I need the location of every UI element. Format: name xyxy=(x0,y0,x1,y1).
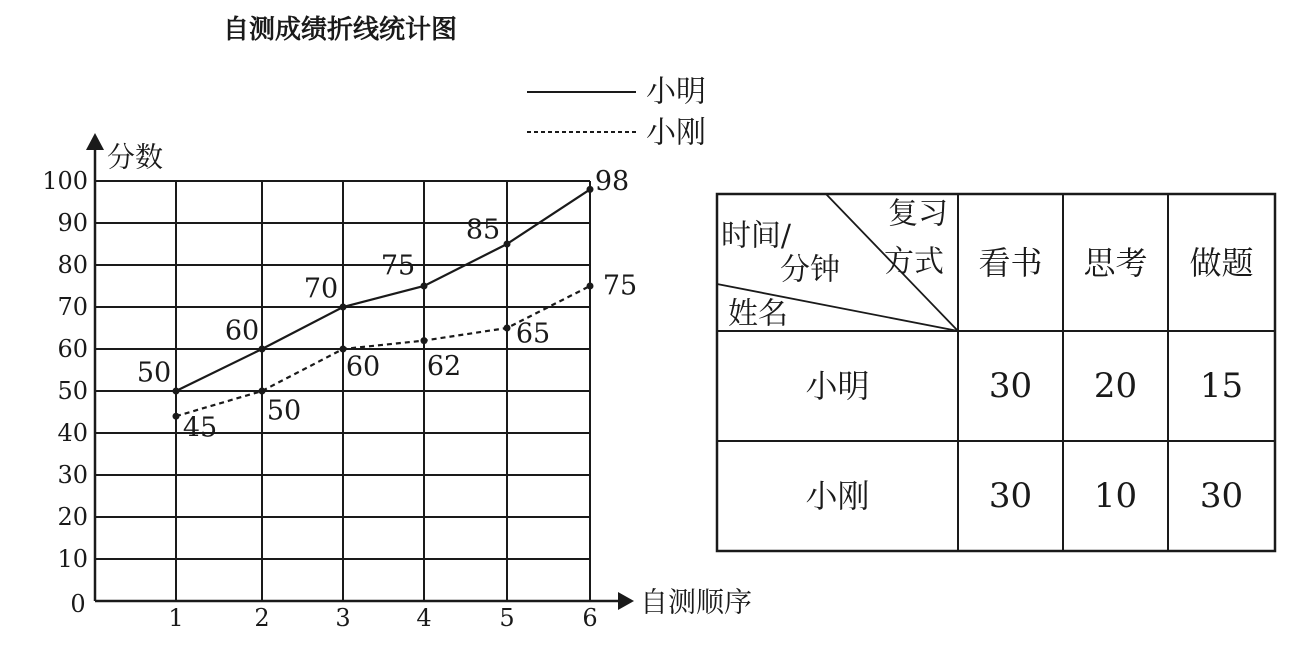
data-label-xiaogang-2: 50 xyxy=(266,395,302,427)
y-tick-label-40: 40 xyxy=(57,419,88,447)
header-shijian: 时间/ xyxy=(720,218,792,254)
data-point-xiaoming-6 xyxy=(587,186,594,193)
table-cell-1-3: 15 xyxy=(1199,366,1244,406)
x-tick-label-3: 3 xyxy=(335,604,351,632)
header-fangshi: 方式 xyxy=(884,244,944,280)
x-tick-label-6: 6 xyxy=(582,604,598,632)
y-tick-label-20: 20 xyxy=(57,503,88,531)
chart-title: 自测成绩折线统计图 xyxy=(222,15,458,45)
y-axis-label: 分数 xyxy=(107,140,164,174)
legend-label-xiaogang: 小刚 xyxy=(646,115,706,151)
data-point-xiaogang-6 xyxy=(587,283,594,290)
header-fuxi: 复习 xyxy=(888,196,948,232)
origin-label: 0 xyxy=(70,590,86,618)
y-tick-label-100: 100 xyxy=(42,167,88,195)
data-label-xiaoming-5: 85 xyxy=(465,214,501,246)
data-point-xiaoming-5 xyxy=(504,241,511,248)
y-tick-label-10: 10 xyxy=(57,545,88,573)
table-col-header-2: 思考 xyxy=(1083,244,1148,282)
data-table xyxy=(717,194,1275,551)
legend-label-xiaoming: 小明 xyxy=(646,74,706,110)
table-col-header-1: 看书 xyxy=(978,244,1043,282)
table-cell-1-2: 20 xyxy=(1093,366,1138,406)
table-cell-1-1: 30 xyxy=(988,366,1033,406)
y-tick-label-30: 30 xyxy=(57,461,88,489)
x-tick-label-5: 5 xyxy=(499,604,515,632)
table-cell-2-2: 10 xyxy=(1093,476,1138,516)
y-tick-label-80: 80 xyxy=(57,251,88,279)
series-line-xiaogang xyxy=(176,286,590,416)
data-label-xiaogang-1: 45 xyxy=(182,412,218,444)
table-row-name-1: 小明 xyxy=(805,367,870,405)
table-cell-2-3: 30 xyxy=(1199,476,1244,516)
line-chart xyxy=(42,14,752,632)
data-point-xiaogang-4 xyxy=(421,337,428,344)
y-tick-label-70: 70 xyxy=(57,293,88,321)
y-tick-label-60: 60 xyxy=(57,335,88,363)
x-tick-label-4: 4 xyxy=(416,604,432,632)
data-point-xiaogang-2 xyxy=(259,388,266,395)
data-point-xiaoming-1 xyxy=(173,388,180,395)
y-tick-label-50: 50 xyxy=(57,377,88,405)
data-label-xiaogang-4: 62 xyxy=(426,351,462,383)
data-point-xiaoming-4 xyxy=(421,283,428,290)
data-label-xiaoming-3: 70 xyxy=(303,273,339,305)
table-cell-2-1: 30 xyxy=(988,476,1033,516)
y-tick-label-90: 90 xyxy=(57,209,88,237)
data-point-xiaoming-2 xyxy=(259,346,266,353)
x-tick-label-2: 2 xyxy=(254,604,270,632)
series-line-xiaoming xyxy=(176,189,590,391)
data-label-xiaogang-5: 65 xyxy=(515,318,551,350)
x-axis-arrow xyxy=(618,592,634,610)
data-label-xiaoming-6: 98 xyxy=(594,165,630,197)
data-point-xiaogang-5 xyxy=(504,325,511,332)
y-axis-arrow xyxy=(86,133,104,150)
data-label-xiaoming-1: 50 xyxy=(136,357,172,389)
data-label-xiaoming-2: 60 xyxy=(224,315,260,347)
x-tick-label-1: 1 xyxy=(168,604,184,632)
header-fenzhong: 分钟 xyxy=(780,252,840,288)
x-axis-label: 自测顺序 xyxy=(640,585,753,619)
table-col-header-3: 做题 xyxy=(1189,244,1254,282)
table-row-name-2: 小刚 xyxy=(805,477,870,515)
data-label-xiaogang-3: 60 xyxy=(345,351,381,383)
data-point-xiaogang-1 xyxy=(173,413,180,420)
data-label-xiaogang-6: 75 xyxy=(602,270,638,302)
data-label-xiaoming-4: 75 xyxy=(380,250,416,282)
data-point-xiaoming-3 xyxy=(340,304,347,311)
header-xingming: 姓名 xyxy=(728,296,788,332)
